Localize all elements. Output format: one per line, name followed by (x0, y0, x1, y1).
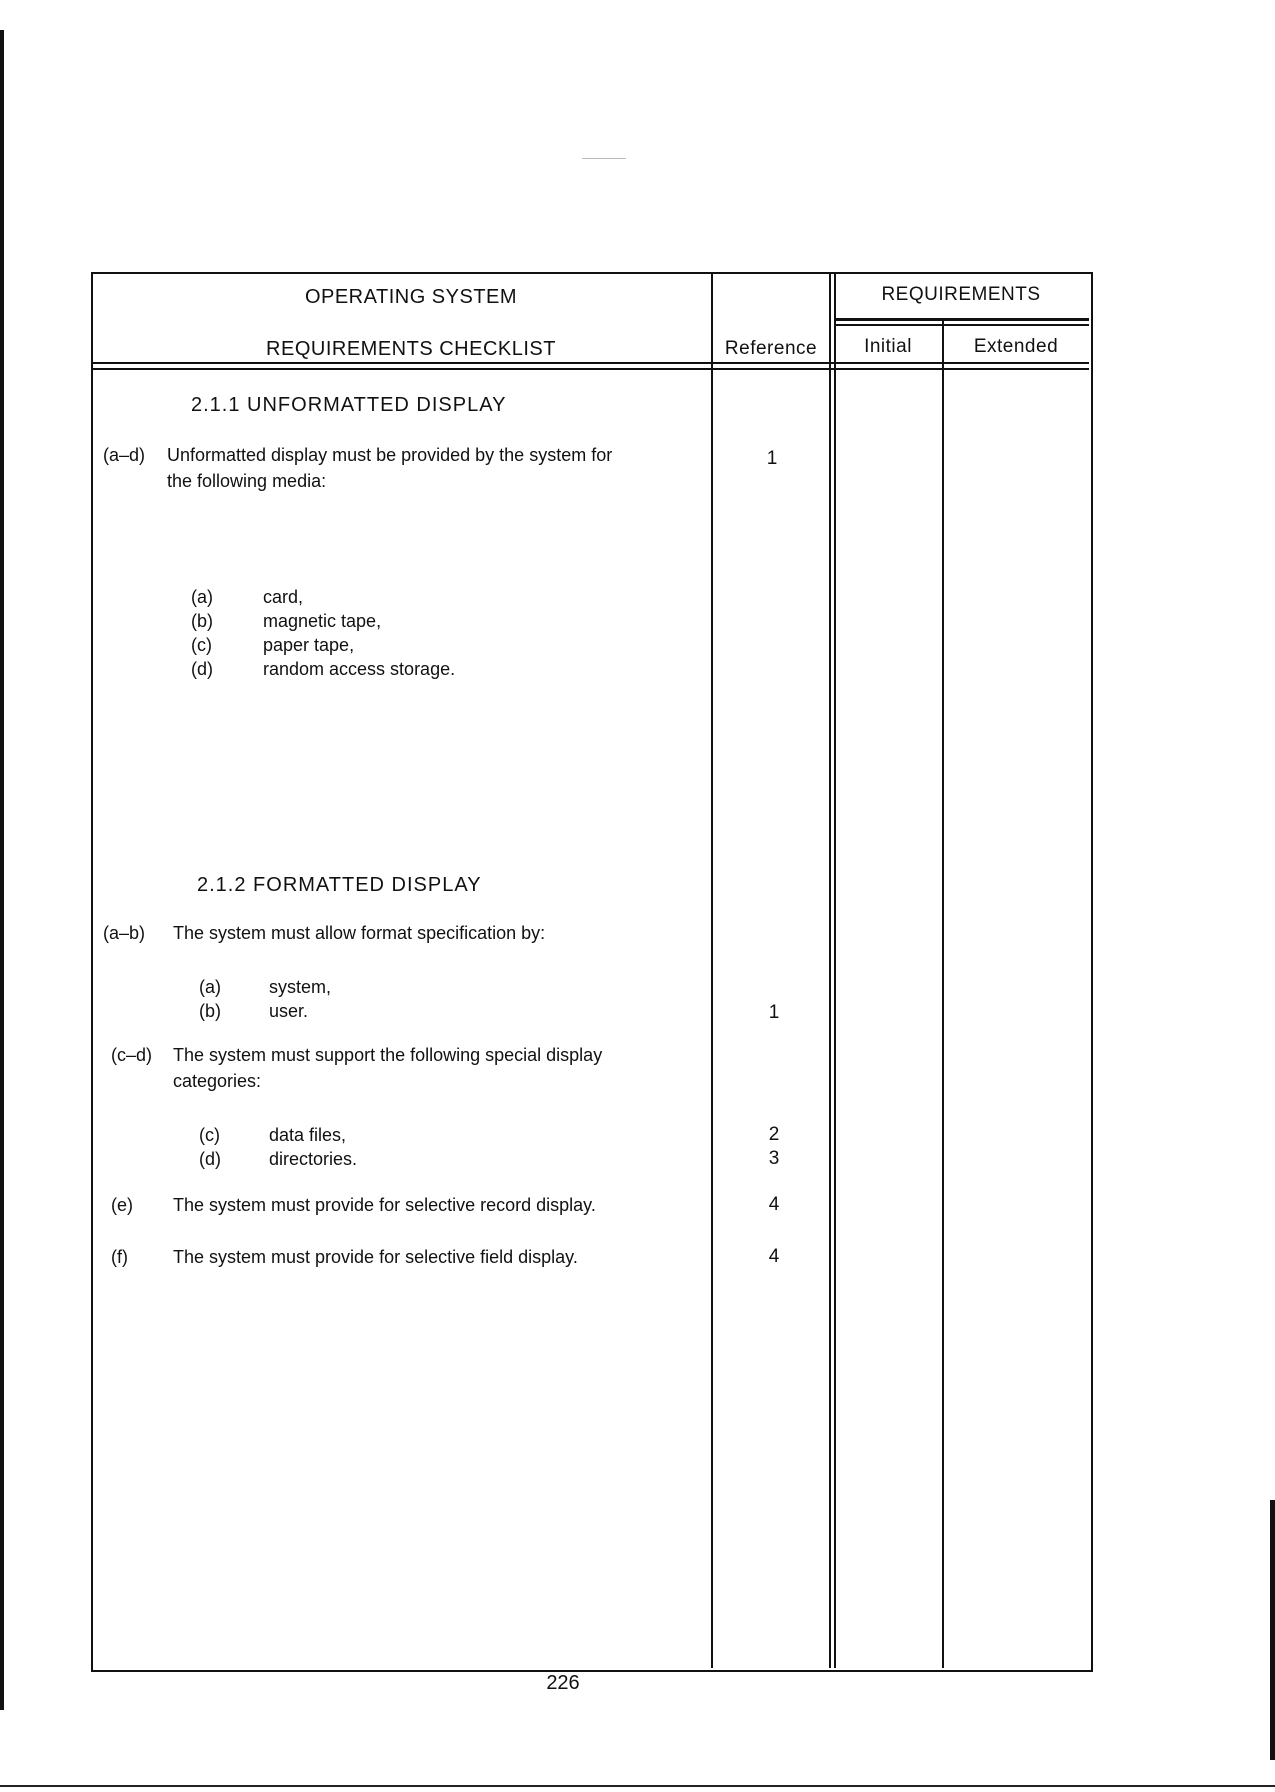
requirements-double-rule-right (834, 272, 836, 1668)
item-label: (c–d) (111, 1045, 153, 1065)
subitem-text: random access storage. (263, 659, 456, 679)
subitem-label: (c) (191, 635, 212, 655)
subitem-label: (a) (199, 977, 221, 997)
form-title-line2: REQUIREMENTS CHECKLIST (266, 338, 556, 360)
extended-column-header: Extended (973, 336, 1059, 357)
requirements-group-rule-2 (834, 324, 1089, 326)
scan-mark (582, 158, 626, 159)
subitem-label: (d) (199, 1149, 221, 1169)
initial-extended-divider (942, 318, 944, 1668)
subitem-label: (b) (191, 611, 213, 631)
item-label: (a–b) (103, 923, 146, 943)
reference-value: 1 (766, 448, 778, 469)
item-text: The system must provide for selective field display. (173, 1247, 578, 1267)
section-heading-unformatted: 2.1.1 UNFORMATTED DISPLAY (191, 394, 507, 416)
item-text: Unformatted display must be provided by the system for (167, 445, 613, 465)
subitem-label: (c) (199, 1125, 220, 1145)
reference-column-divider (711, 272, 713, 1668)
checklist-form (91, 272, 1091, 1670)
subitem-text: magnetic tape, (263, 611, 382, 631)
subitem-text: card, (263, 587, 304, 607)
form-title-line1: OPERATING SYSTEM (304, 286, 518, 308)
requirements-group-rule (834, 318, 1089, 321)
reference-value: 2 (768, 1124, 780, 1145)
section-heading-formatted: 2.1.2 FORMATTED DISPLAY (197, 874, 482, 896)
item-text: The system must provide for selective record display. (173, 1195, 596, 1215)
subitem-text: paper tape, (263, 635, 355, 655)
reference-value: 4 (768, 1194, 780, 1215)
scan-edge-bottom (0, 1785, 1275, 1787)
subitem-label: (b) (199, 1001, 221, 1021)
reference-value: 4 (768, 1246, 780, 1267)
item-text: The system must allow format specification by: (173, 923, 546, 943)
subitem-label: (a) (191, 587, 213, 607)
item-label: (e) (111, 1195, 133, 1215)
item-text: The system must support the following special display (173, 1045, 603, 1065)
reference-value: 3 (768, 1148, 780, 1169)
subitem-text: user. (269, 1001, 309, 1021)
item-text: the following media: (167, 471, 327, 491)
item-label: (a–d) (103, 445, 146, 465)
requirements-group-header: REQUIREMENTS (881, 284, 1041, 305)
requirements-double-rule-left (829, 272, 831, 1668)
scan-edge-left (0, 30, 4, 1710)
reference-value: 1 (768, 1002, 780, 1023)
subitem-text: system, (269, 977, 332, 997)
initial-column-header: Initial (864, 336, 912, 357)
subitem-text: data files, (269, 1125, 347, 1145)
header-rule-top (91, 362, 1089, 364)
scan-edge-right (1270, 1500, 1275, 1760)
subitem-label: (d) (191, 659, 213, 679)
subitem-text: directories. (269, 1149, 358, 1169)
item-text: categories: (173, 1071, 262, 1091)
item-label: (f) (111, 1247, 128, 1267)
reference-column-header: Reference (724, 338, 818, 359)
page-number: 226 (546, 1672, 580, 1694)
header-rule-bottom (91, 368, 1089, 370)
